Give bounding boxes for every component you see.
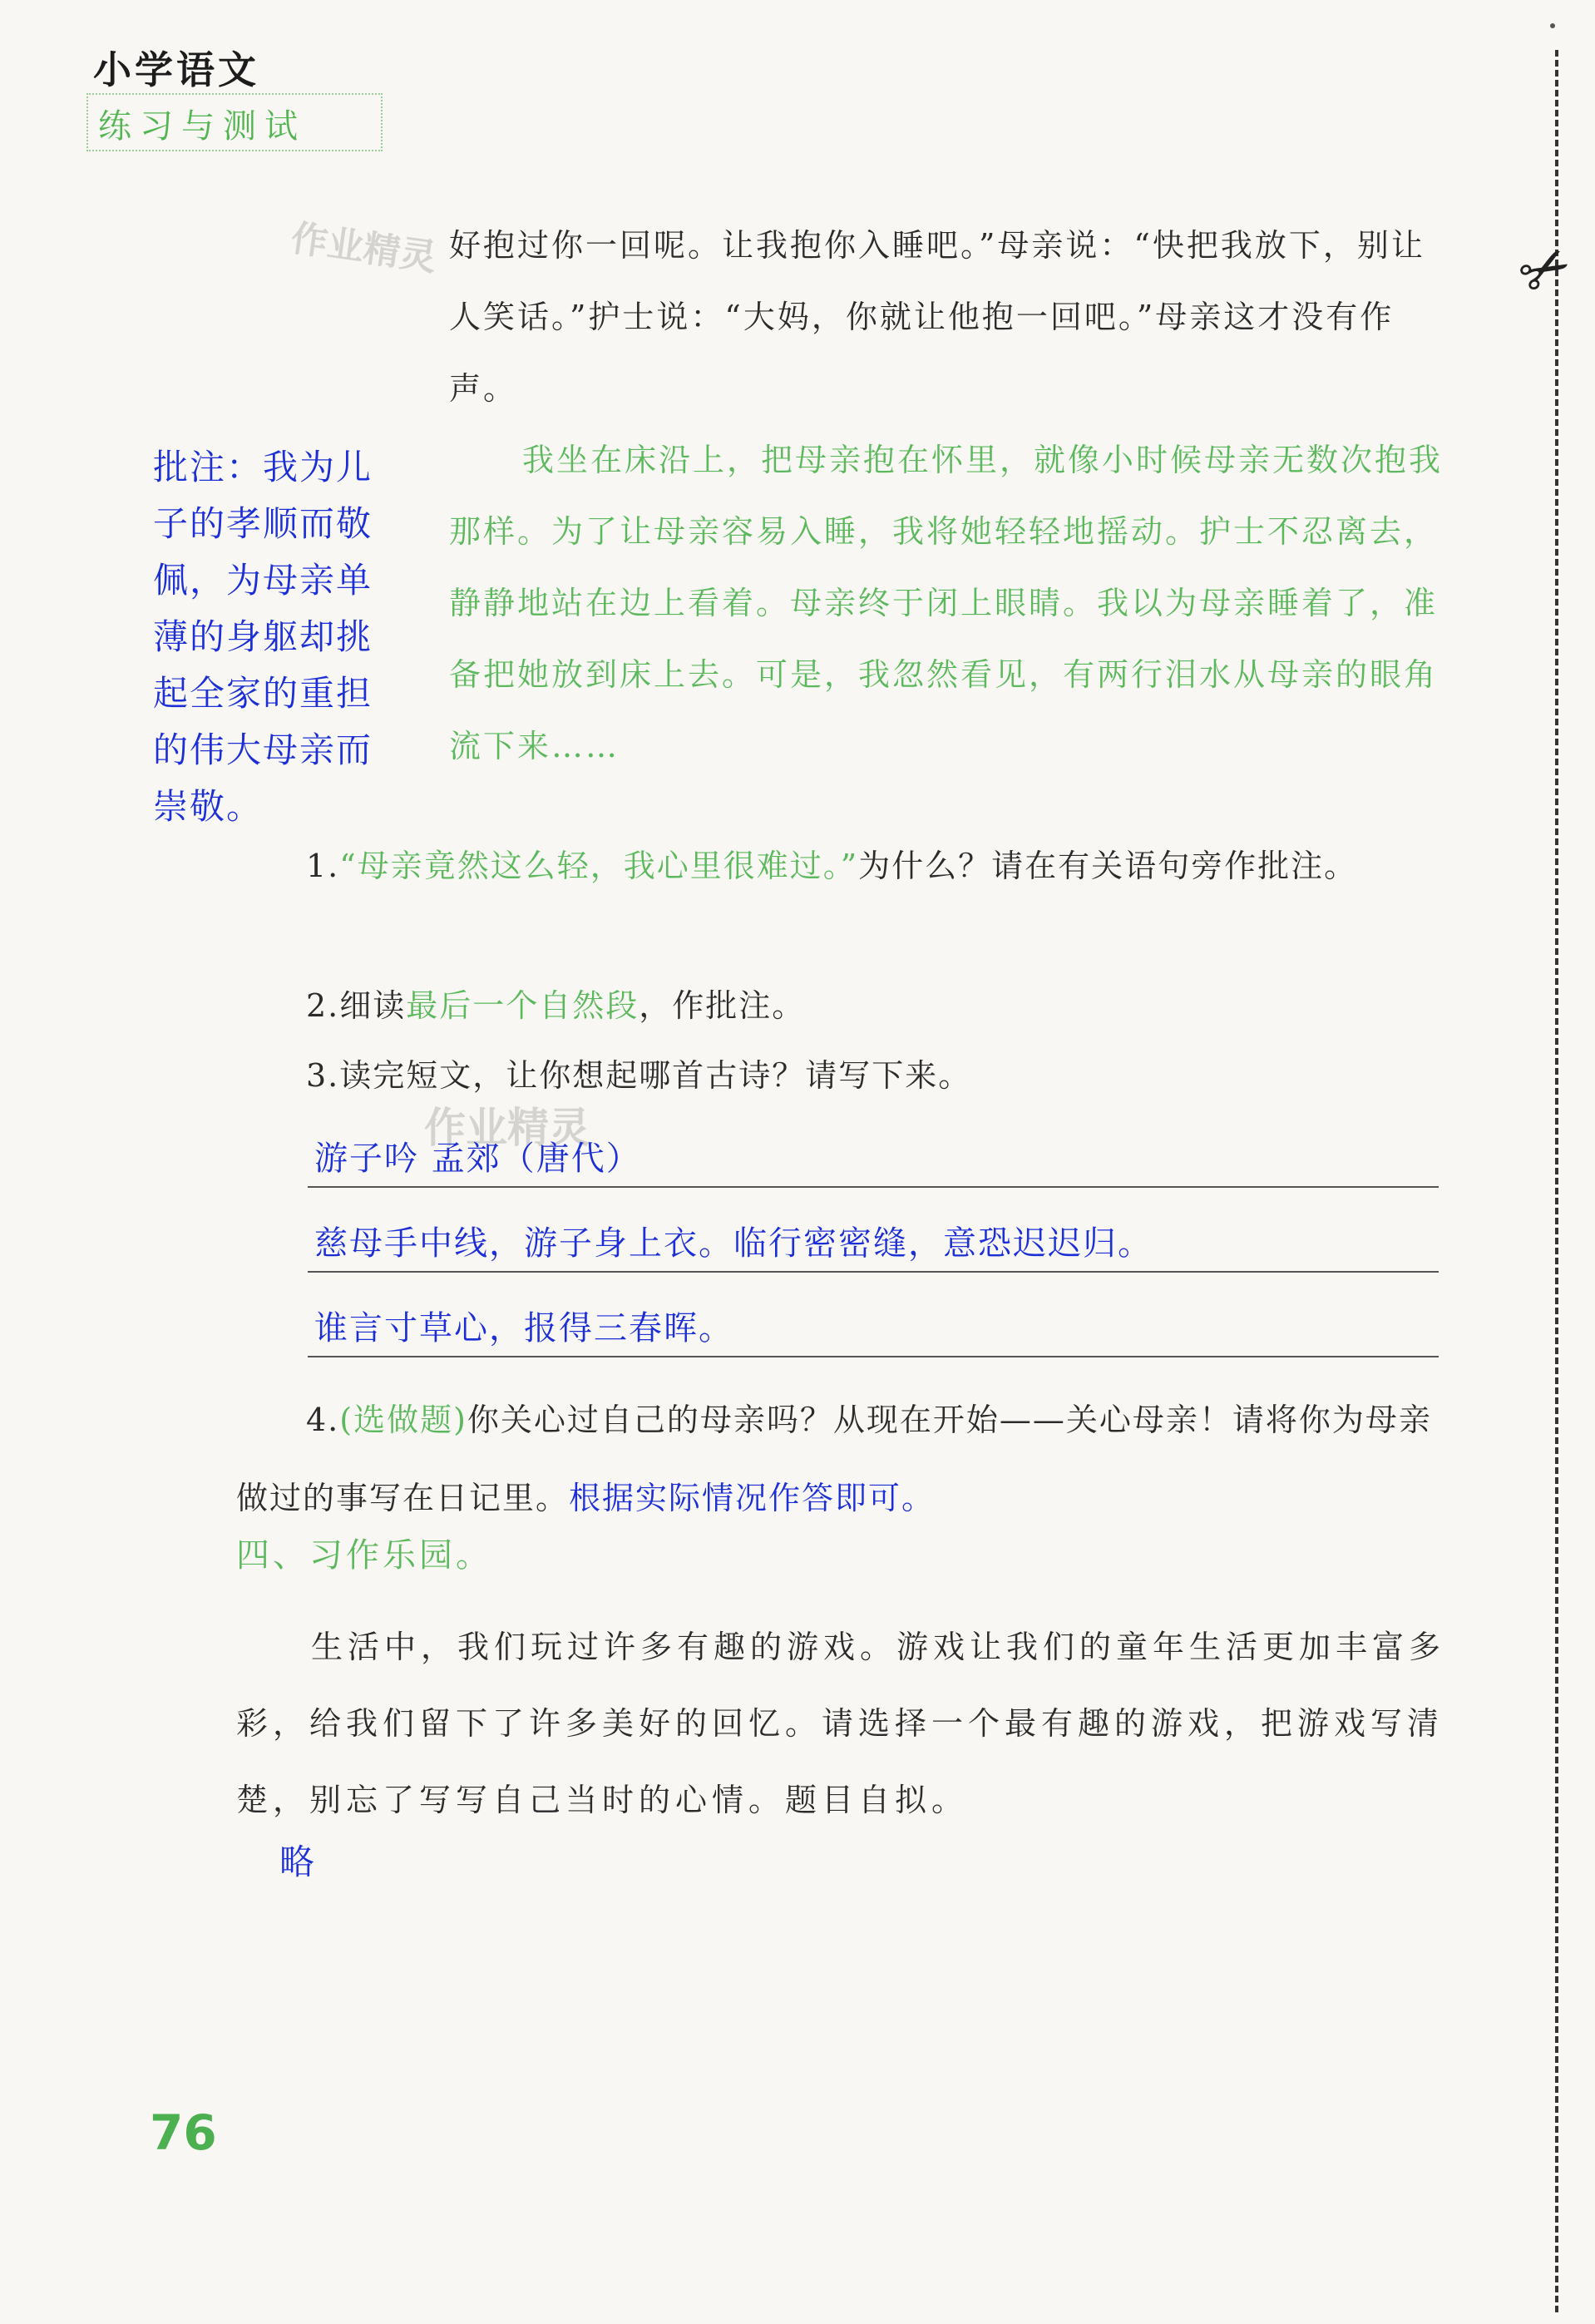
- q4-answer: 根据实际情况作答即可。: [569, 1480, 936, 1516]
- q1-number: 1.: [306, 848, 340, 884]
- q3-answer-line-2: 慈母手中线，游子身上衣。临行密密缝，意恐迟迟归。: [314, 1224, 1153, 1263]
- q2-text-a: 细读: [339, 987, 407, 1024]
- q4-text: 你关心过自己的母亲吗？从现在开始——关心母亲！请将你为母亲做过的事写在日记里。: [236, 1402, 1432, 1516]
- answer-line-2: [308, 1191, 1439, 1273]
- q2-text-b: ，作批注。: [639, 987, 806, 1024]
- writing-prompt: 生活中，我们玩过许多有趣的游戏。游戏让我们的童年生活更加丰富多彩，给我们留下了许多美好的回忆。请选择一个最有趣的游戏，把游戏写清楚，别忘了写写自己当时的心情。题目自拟。: [236, 1629, 1446, 1818]
- answer-line-3: [308, 1276, 1439, 1357]
- section-4-heading: 四、习作乐园。: [236, 1536, 492, 1575]
- scissors-icon: ✂: [1506, 226, 1585, 313]
- question-4: [236, 1381, 1450, 1537]
- passage-continued: 好抱过你一回呢。让我抱你入睡吧。”母亲说：“快把我放下，别让人笑话。”护士说：“大妈，你就让他抱一回吧。”母亲这才没有作声。: [449, 227, 1425, 407]
- q1-quote: “母亲竟然这么轻，我心里很难过。”: [339, 848, 859, 884]
- watermark-middle: 作业精灵: [424, 1104, 590, 1152]
- q4-number: 4.: [306, 1402, 340, 1438]
- q3-answer-title: 游子吟 孟郊（唐代）: [314, 1140, 641, 1178]
- book-subtitle: 练习与测试: [98, 107, 306, 146]
- cut-line-dot: [1550, 23, 1555, 28]
- book-title: 小学语文: [93, 47, 259, 92]
- watermark-top: 作业精灵: [288, 216, 440, 279]
- answer-line-1: [308, 1106, 1439, 1188]
- q2-number: 2.: [306, 987, 340, 1024]
- margin-annotation: 批注：我为儿子的孝顺而敬佩，为母亲单薄的身躯却挑起全家的重担的伟大母亲而崇敬。: [153, 447, 373, 827]
- q2-highlight: 最后一个自然段: [406, 987, 639, 1024]
- page-number: 76: [150, 2104, 217, 2161]
- cut-line: [1555, 50, 1558, 2312]
- q3-text: 读完短文，让你想起哪首古诗？请写下来。: [339, 1057, 972, 1094]
- question-1: [236, 830, 1450, 902]
- q1-text: 为什么？请在有关语句旁作批注。: [858, 848, 1358, 884]
- q3-answer-line-3: 谁言寸草心，报得三春晖。: [314, 1309, 733, 1347]
- book-subtitle-box: [86, 93, 383, 151]
- q3-number: 3.: [306, 1057, 340, 1094]
- q4-tag: (选做题): [339, 1402, 467, 1438]
- question-3: [236, 1040, 1450, 1111]
- question-2: [236, 970, 1450, 1041]
- passage-last-paragraph: 我坐在床沿上，把母亲抱在怀里，就像小时候母亲无数次抱我那样。为了让母亲容易入睡，我将她轻轻地摇动。护士不忍离去，静静地站在边上看着。母亲终于闭上眼睛。我以为母亲睡着了，准备把她放到床上去。可是，我忽然看见，有两行泪水从母亲的眼角流下来……: [449, 442, 1444, 764]
- writing-answer: 略: [279, 1842, 315, 1882]
